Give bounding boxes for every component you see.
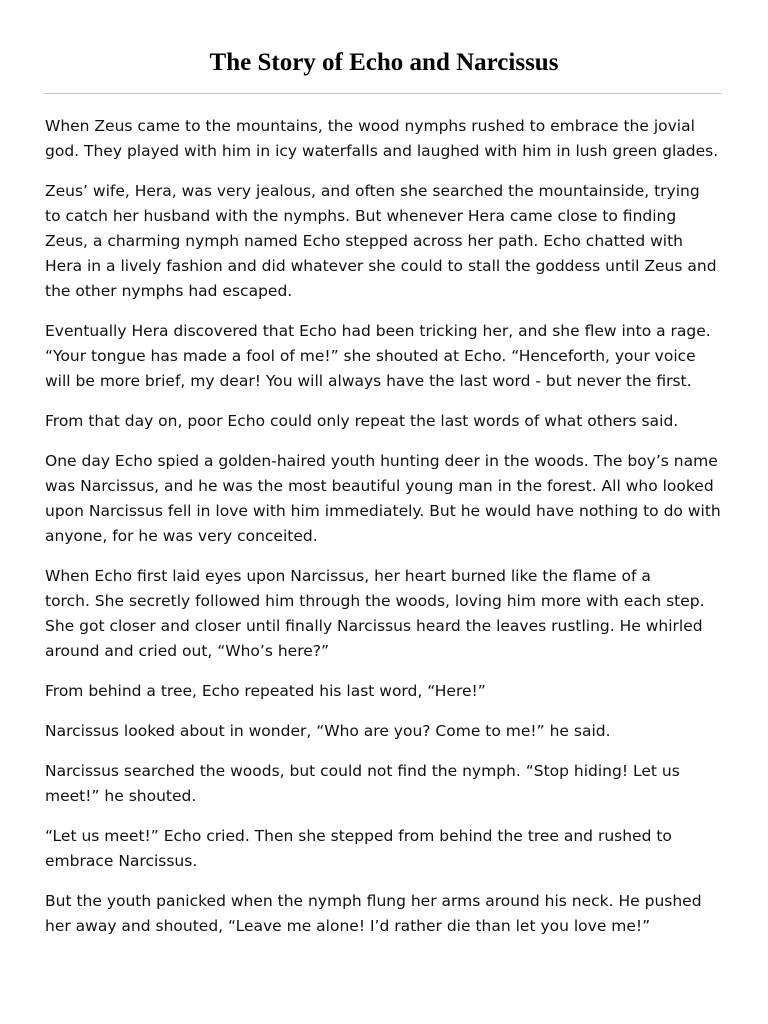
paragraph-line: anyone, for he was very conceited. [45, 527, 318, 545]
story-body [45, 114, 735, 954]
paragraph-line: upon Narcissus fell in love with him immediately. But he would have nothing to do with [45, 502, 721, 520]
title-divider [44, 93, 722, 94]
paragraph-11 [45, 889, 735, 939]
paragraph-2 [45, 179, 735, 304]
paragraph-6 [45, 564, 735, 664]
paragraph-line: From behind a tree, Echo repeated his last word, “Here!” [45, 682, 486, 700]
paragraph-line: Zeus’ wife, Hera, was very jealous, and often she searched the mountainside, trying [45, 182, 700, 200]
paragraph-line: But the youth panicked when the nymph flung her arms around his neck. He pushed [45, 892, 702, 910]
paragraph-line: When Zeus came to the mountains, the wood nymphs rushed to embrace the jovial [45, 117, 695, 135]
paragraph-line: “Your tongue has made a fool of me!” she shouted at Echo. “Henceforth, your voice [45, 347, 696, 365]
paragraph-line: She got closer and closer until finally Narcissus heard the leaves rustling. He whirled [45, 617, 703, 635]
paragraph-5 [45, 449, 735, 549]
paragraph-9 [45, 759, 735, 809]
paragraph-10 [45, 824, 735, 874]
paragraph-line: When Echo first laid eyes upon Narcissus, her heart burned like the flame of a [45, 567, 651, 585]
paragraph-line: around and cried out, “Who’s here?” [45, 642, 330, 660]
paragraph-line: “Let us meet!” Echo cried. Then she stepped from behind the tree and rushed to [45, 827, 672, 845]
paragraph-line: One day Echo spied a golden-haired youth hunting deer in the woods. The boy’s name [45, 452, 718, 470]
paragraph-line: From that day on, poor Echo could only repeat the last words of what others said. [45, 412, 679, 430]
page-title: The Story of Echo and Narcissus [209, 49, 559, 76]
paragraph-line: god. They played with him in icy waterfalls and laughed with him in lush green glades. [45, 142, 719, 160]
paragraph-line: meet!” he shouted. [45, 787, 197, 805]
paragraph-3 [45, 319, 735, 394]
paragraph-line: Zeus, a charming nymph named Echo stepped across her path. Echo chatted with [45, 232, 683, 250]
paragraph-line: Narcissus searched the woods, but could not find the nymph. “Stop hiding! Let us [45, 762, 680, 780]
paragraph-line: Eventually Hera discovered that Echo had been tricking her, and she flew into a rage. [45, 322, 711, 340]
paragraph-line: embrace Narcissus. [45, 852, 198, 870]
paragraph-4 [45, 409, 735, 434]
paragraph-7 [45, 679, 735, 704]
paragraph-1 [45, 114, 735, 164]
paragraph-line: her away and shouted, “Leave me alone! I’d rather die than let you love me!” [45, 917, 651, 935]
paragraph-line: will be more brief, my dear! You will always have the last word - but never the first. [45, 372, 692, 390]
paragraph-8 [45, 719, 735, 744]
paragraph-line: Narcissus looked about in wonder, “Who are you? Come to me!” he said. [45, 722, 611, 740]
paragraph-line: Hera in a lively fashion and did whatever she could to stall the goddess until Zeus and [45, 257, 717, 275]
paragraph-line: to catch her husband with the nymphs. But whenever Hera came close to finding [45, 207, 677, 225]
paragraph-line: the other nymphs had escaped. [45, 282, 293, 300]
paragraph-line: was Narcissus, and he was the most beautiful young man in the forest. All who looked [45, 477, 714, 495]
paragraph-line: torch. She secretly followed him through the woods, loving him more with each step. [45, 592, 705, 610]
